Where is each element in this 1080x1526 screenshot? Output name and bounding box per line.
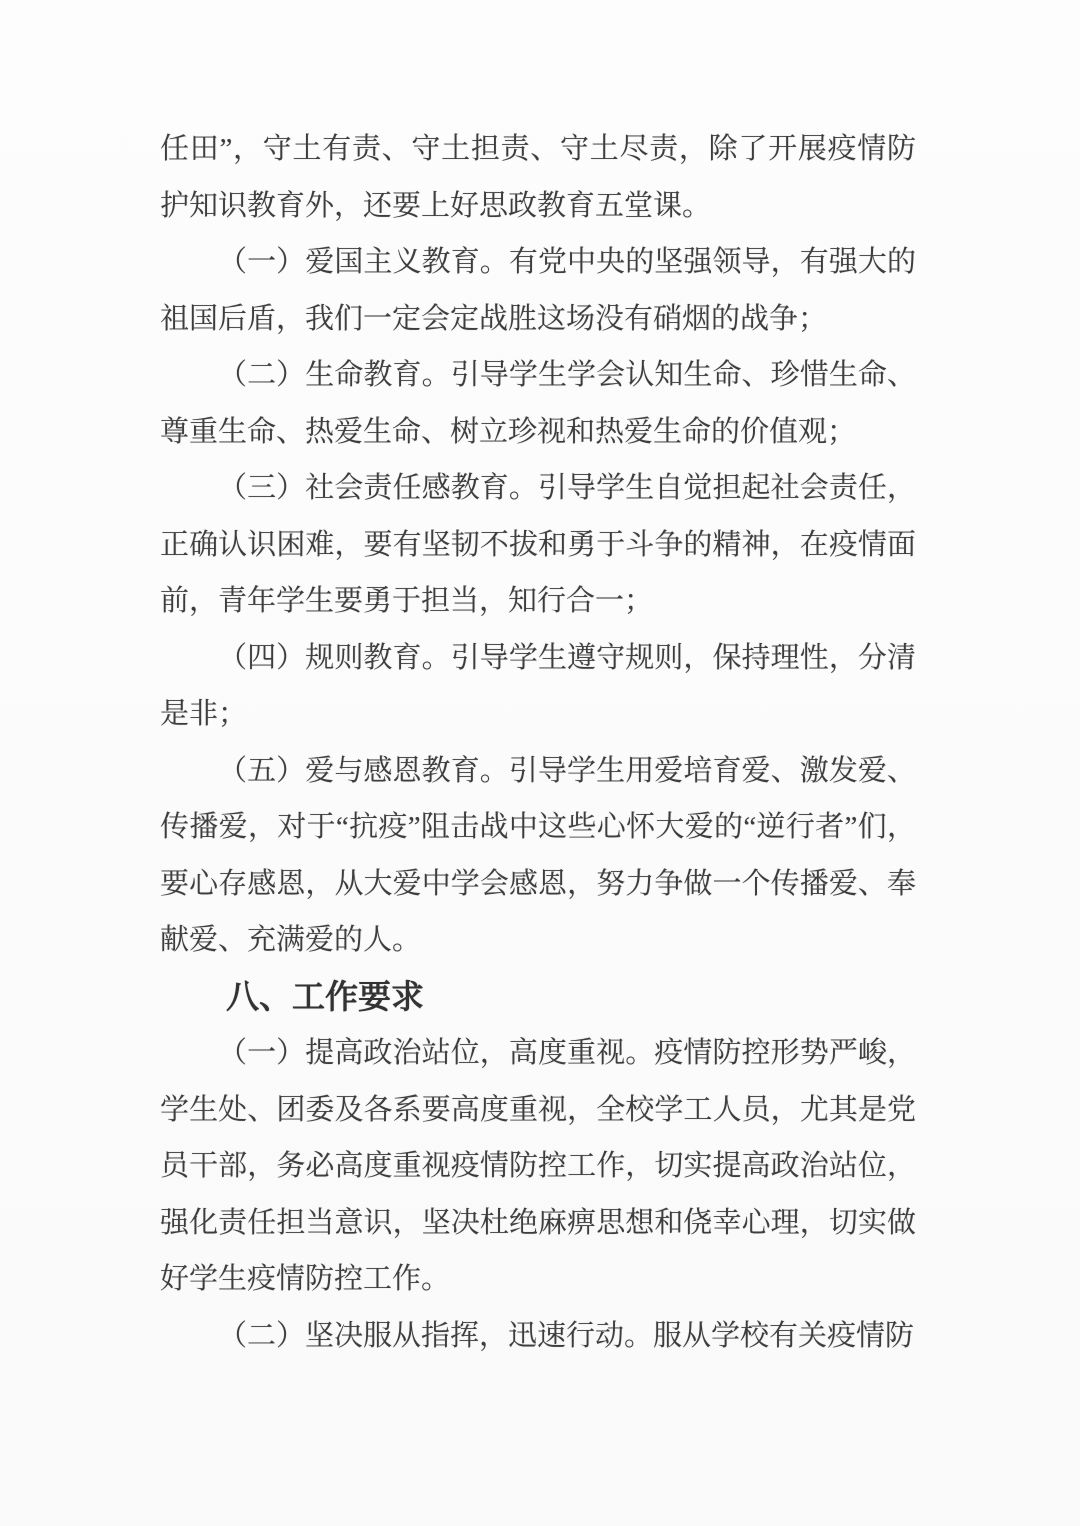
paragraph-item-4-rules-education: （四）规则教育。引导学生遵守规则，保持理性，分清是非； (160, 641, 916, 730)
section-heading-work-requirements: 八、工作要求 (226, 977, 424, 1015)
paragraph-item-1-patriotism-education: （一）爱国主义教育。有党中央的坚强领导，有强大的祖国后盾，我们一定会定战胜这场没有硝烟的战争； (160, 246, 916, 335)
paragraph-continuation: 任田”，守土有责、守土担责、守土尽责，除了开展疫情防护知识教育外，还要上好思政教育五堂课。 (160, 133, 916, 222)
paragraph-item-5-love-gratitude-education: （五）爱与感恩教育。引导学生用爱培育爱、激发爱、传播爱，对于“抗疫”阻击战中这些心怀大爱的“逆行者”们，要心存感恩，从大爱中学会感恩，努力争做一个传播爱、奉献爱、充满爱的人。 (160, 754, 916, 956)
paragraph-requirement-1-political-position: （一）提高政治站位，高度重视。疫情防控形势严峻，学生处、团委及各系要高度重视，全校学工人员，尤其是党员干部，务必高度重视疫情防控工作，切实提高政治站位，强化责任担当意识，坚决杜绝麻痹思想和侥幸心理，切实做好学生疫情防控工作。 (160, 1037, 916, 1295)
paragraph-requirement-2-obey-command: （二）坚决服从指挥，迅速行动。服从学校有关疫情防 (218, 1319, 915, 1352)
paragraph-item-2-life-education: （二）生命教育。引导学生学会认知生命、珍惜生命、尊重生命、热爱生命、树立珍视和热爱生命的价值观； (160, 359, 916, 448)
paragraph-item-3-social-responsibility-education: （三）社会责任感教育。引导学生自觉担起社会责任，正确认识困难，要有坚韧不拔和勇于斗争的精神，在疫情面前，青年学生要勇于担当，知行合一； (160, 472, 916, 617)
document-body (160, 121, 916, 1364)
